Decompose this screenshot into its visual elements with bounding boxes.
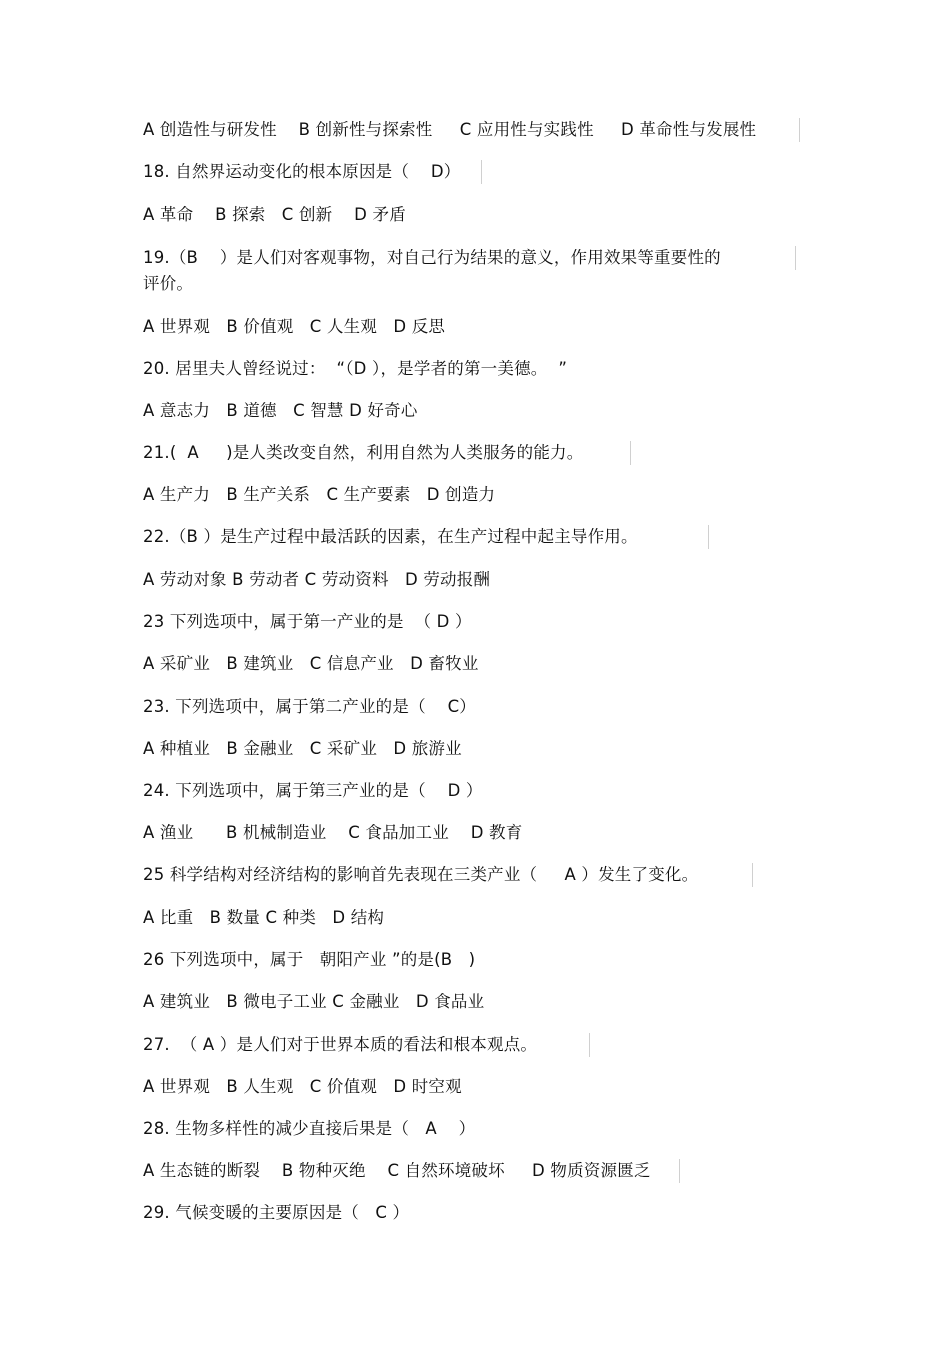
question-20: 20. 居里夫人曾经说过： “（D ），是学者的第一美德。 ”: [143, 359, 568, 378]
frame-marker: [795, 246, 796, 270]
options-19: A 世界观 B 价值观 C 人生观 D 反思: [143, 317, 446, 336]
question-23a: 23 下列选项中，属于第一产业的是 （ D ）: [143, 612, 472, 631]
question-24: 24. 下列选项中，属于第三产业的是（ D ）: [143, 781, 483, 800]
frame-marker: [799, 118, 800, 142]
question-19-cont: 评价。: [143, 274, 194, 293]
question-28: 28. 生物多样性的减少直接后果是（ A ）: [143, 1119, 476, 1138]
options-26: A 建筑业 B 微电子工业 C 金融业 D 食品业: [143, 992, 485, 1011]
frame-marker: [481, 160, 482, 184]
options-27: A 世界观 B 人生观 C 价值观 D 时空观: [143, 1077, 462, 1096]
frame-marker: [708, 525, 709, 549]
frame-marker: [589, 1033, 590, 1057]
question-18: 18. 自然界运动变化的根本原因是（ D）: [143, 162, 461, 181]
text-line: A 创造性与研发性 B 创新性与探索性 C 应用性与实践性 D 革命性与发展性: [143, 120, 757, 139]
options-24: A 渔业 B 机械制造业 C 食品加工业 D 教育: [143, 823, 523, 842]
question-25: 25 科学结构对经济结构的影响首先表现在三类产业（ A ）发生了变化。: [143, 865, 699, 884]
options-25: A 比重 B 数量 C 种类 D 结构: [143, 908, 385, 927]
frame-marker: [630, 441, 631, 465]
options-21: A 生产力 B 生产关系 C 生产要素 D 创造力: [143, 485, 496, 504]
question-22: 22.（B ）是生产过程中最活跃的因素，在生产过程中起主导作用。: [143, 527, 638, 546]
options-23b: A 种植业 B 金融业 C 采矿业 D 旅游业: [143, 739, 462, 758]
frame-marker: [752, 863, 753, 887]
question-19: 19.（B ）是人们对客观事物，对自己行为结果的意义，作用效果等重要性的: [143, 248, 721, 267]
question-27: 27. （ A ）是人们对于世界本质的看法和根本观点。: [143, 1035, 538, 1054]
question-29: 29. 气候变暖的主要原因是（ C ）: [143, 1203, 410, 1222]
question-21: 21.( A )是人类改变自然，利用自然为人类服务的能力。: [143, 443, 584, 462]
options-28: A 生态链的断裂 B 物种灭绝 C 自然环境破坏 D 物质资源匮乏: [143, 1161, 651, 1180]
frame-marker: [679, 1159, 680, 1183]
question-26: 26 下列选项中，属于 朝阳产业 ”的是(B ): [143, 950, 476, 969]
options-22: A 劳动对象 B 劳动者 C 劳动资料 D 劳动报酬: [143, 570, 491, 589]
question-23b: 23. 下列选项中，属于第二产业的是（ C）: [143, 697, 476, 716]
options-23a: A 采矿业 B 建筑业 C 信息产业 D 畜牧业: [143, 654, 479, 673]
options-18: A 革命 B 探索 C 创新 D 矛盾: [143, 205, 406, 224]
options-20: A 意志力 B 道德 C 智慧 D 好奇心: [143, 401, 418, 420]
